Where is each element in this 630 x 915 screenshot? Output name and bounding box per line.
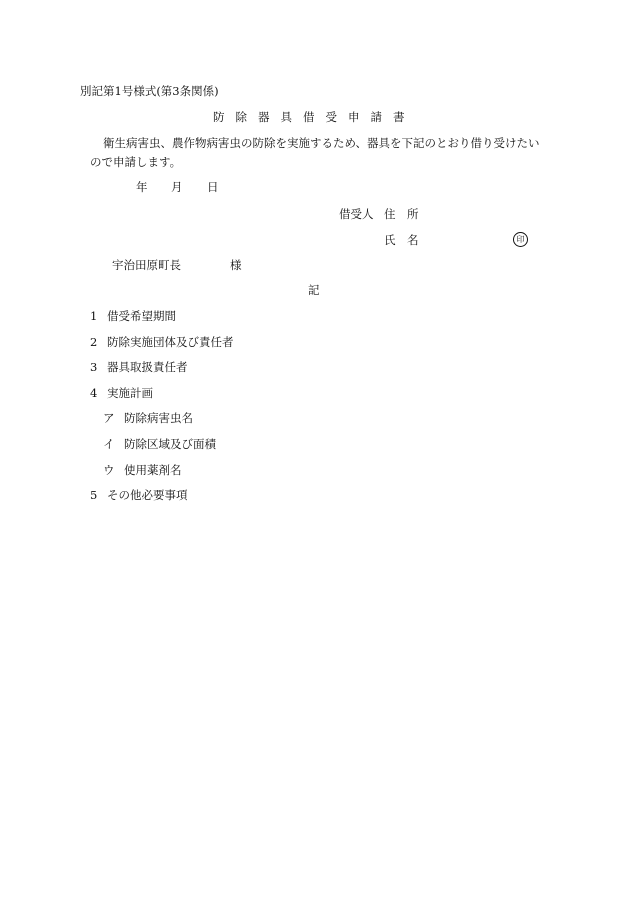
addressee-name: 宇治田原町長	[112, 258, 181, 272]
item-text: 器具取扱責任者	[107, 360, 188, 374]
item-text: 防除実施団体及び責任者	[107, 335, 234, 349]
applicant-label: 借受人	[339, 207, 374, 221]
item-text: その他必要事項	[107, 488, 188, 502]
sub-item-text: 防除区域及び面積	[124, 437, 216, 451]
body-text-line2: ので申請します。	[90, 155, 182, 169]
form-title: 防除器具借受申請書	[213, 110, 416, 124]
form-reference: 別記第1号様式(第3条関係)	[80, 84, 219, 98]
date-year: 年	[136, 180, 148, 194]
body-text-line1: 衛生病害虫、農作物病害虫の防除を実施するため、器具を下記のとおり借り受けたい	[103, 136, 540, 150]
addressee-honorific: 様	[230, 258, 242, 272]
item-number: 4	[90, 386, 98, 400]
sub-item-text: 防除病害虫名	[124, 411, 193, 425]
address-label: 住 所	[384, 207, 419, 221]
item-number: 2	[90, 335, 98, 349]
sub-item-number: ウ	[103, 463, 115, 477]
item-number: 3	[90, 360, 98, 374]
name-label: 氏 名	[384, 233, 419, 247]
item-number: 5	[90, 488, 98, 502]
date-month: 月	[171, 180, 183, 194]
seal-mark: 印	[513, 232, 528, 247]
date-day: 日	[207, 180, 219, 194]
sub-item-number: イ	[103, 437, 115, 451]
ki-heading: 記	[308, 283, 320, 297]
sub-item-number: ア	[103, 411, 115, 425]
item-text: 実施計画	[107, 386, 153, 400]
item-number: 1	[90, 309, 98, 323]
item-text: 借受希望期間	[107, 309, 176, 323]
sub-item-text: 使用薬剤名	[124, 463, 182, 477]
